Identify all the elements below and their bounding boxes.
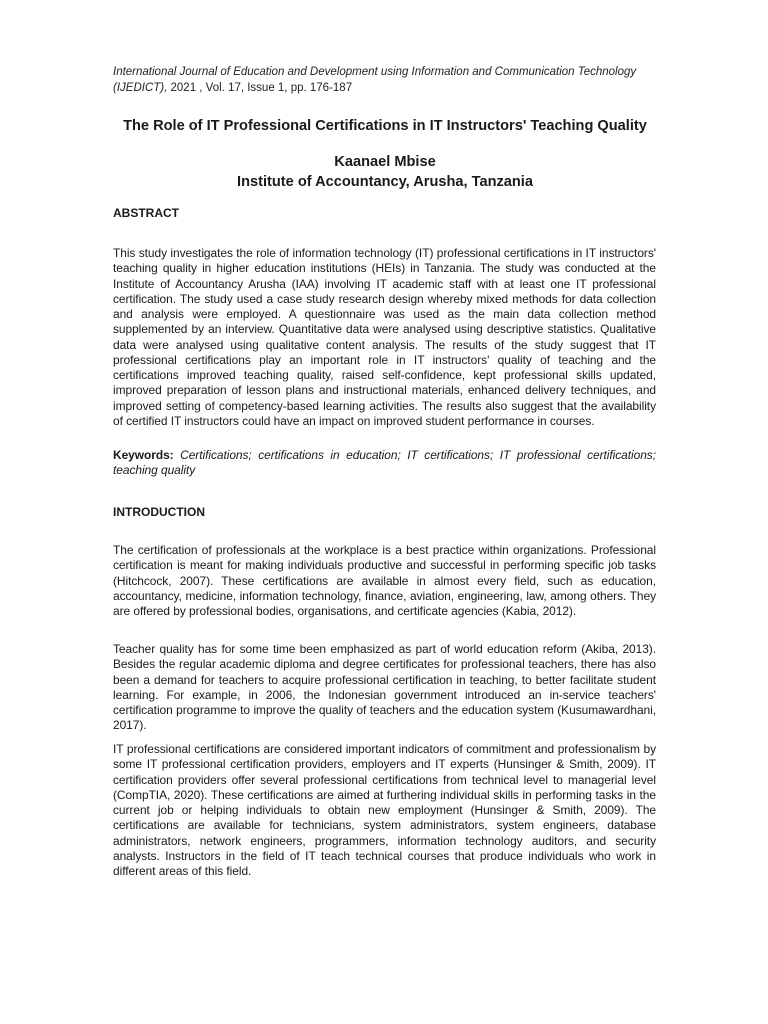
journal-details: 2021 , Vol. 17, Issue 1, pp. 176-187 bbox=[167, 82, 353, 94]
abstract-text: This study investigates the role of information technology (IT) professional certifications in IT instructors' teaching quality in higher education institutions (HEIs) in Tanzania. The study was conducted at the Institute of Accountancy Arusha (IAA) involving IT academic staff with at least one IT professional certification. The study used a case study research design whereby mixed methods for data collection and analysis were employed. A questionnaire was used as the main data collection method supplemented by an interview. Quantitative data were analysed using descriptive statistics. Qualitative data were analysed using qualitative content analysis. The results of the study suggest that IT professional certifications play an important role in IT instructors' quality of teaching and the certifications improved teaching quality, raised self-confidence, kept professional skills updated, improved preparation of lesson plans and instructional materials, enhanced delivery techniques, and improved setting of competency-based learning activities. The results also suggest that the availability of certified IT instructors could have an impact on improved student performance in courses. bbox=[113, 246, 656, 428]
introduction-heading: INTRODUCTION bbox=[113, 505, 205, 519]
keywords-label: Keywords: bbox=[113, 448, 174, 462]
intro-paragraph: The certification of professionals at the workplace is a best practice within organizations. Professional certification is meant for making individuals productive and successful in performing specific job tasks (Hitchcock, 2007). These certifications are available in almost every field, such as education, accountancy, medicine, information technology, finance, aviation, engineering, law, among others. They are offered by professional bodies, organisations, and certificate agencies (Kabia, 2012). bbox=[113, 543, 656, 618]
author-name: Kaanael Mbise bbox=[334, 154, 436, 170]
abstract-heading: ABSTRACT bbox=[113, 206, 179, 220]
keywords bbox=[113, 448, 656, 479]
intro-paragraph: IT professional certifications are considered important indicators of commitment and professionalism by some IT professional certification providers, employers and IT experts (Hunsinger & Smith, 2009). IT certification providers offer several professional certifications from technical level to managerial level (CompTIA, 2020). These certifications are aimed at furthering individual skills in performing tasks in the current job or helping individuals to obtain new employment (Hunsinger & Smith, 2009). The certifications are available for technicians, system administrators, system engineers, database administrators, network engineers, programmers, information technology auditors, and security analysts. Instructors in the field of IT teach technical courses that produce individuals who work in different areas of this field. bbox=[113, 742, 656, 878]
intro-paragraph: Teacher quality has for some time been emphasized as part of world education reform (Akiba, 2013). Besides the regular academic diploma and degree certificates for professional teachers, there has also been a demand for teachers to acquire professional certification in teaching, to better facilitate student learning. For example, in 2006, the Indonesian government introduced an in-service teachers' certification programme to improve the quality of teachers and the education system (Kusumawardhani, 2017). bbox=[113, 642, 656, 733]
keywords-text: Certifications; certifications in education; IT certifications; IT professional certifications; teaching quality bbox=[113, 448, 656, 478]
journal-name: International Journal of Education and Development using Information and Communication Technology bbox=[113, 66, 637, 78]
journal-header bbox=[113, 64, 658, 96]
journal-abbreviation: (IJEDICT), bbox=[113, 82, 168, 94]
author-affiliation: Institute of Accountancy, Arusha, Tanzania bbox=[237, 174, 533, 190]
paper-title: The Role of IT Professional Certifications in IT Instructors' Teaching Quality bbox=[123, 118, 647, 134]
author-block bbox=[60, 152, 710, 192]
